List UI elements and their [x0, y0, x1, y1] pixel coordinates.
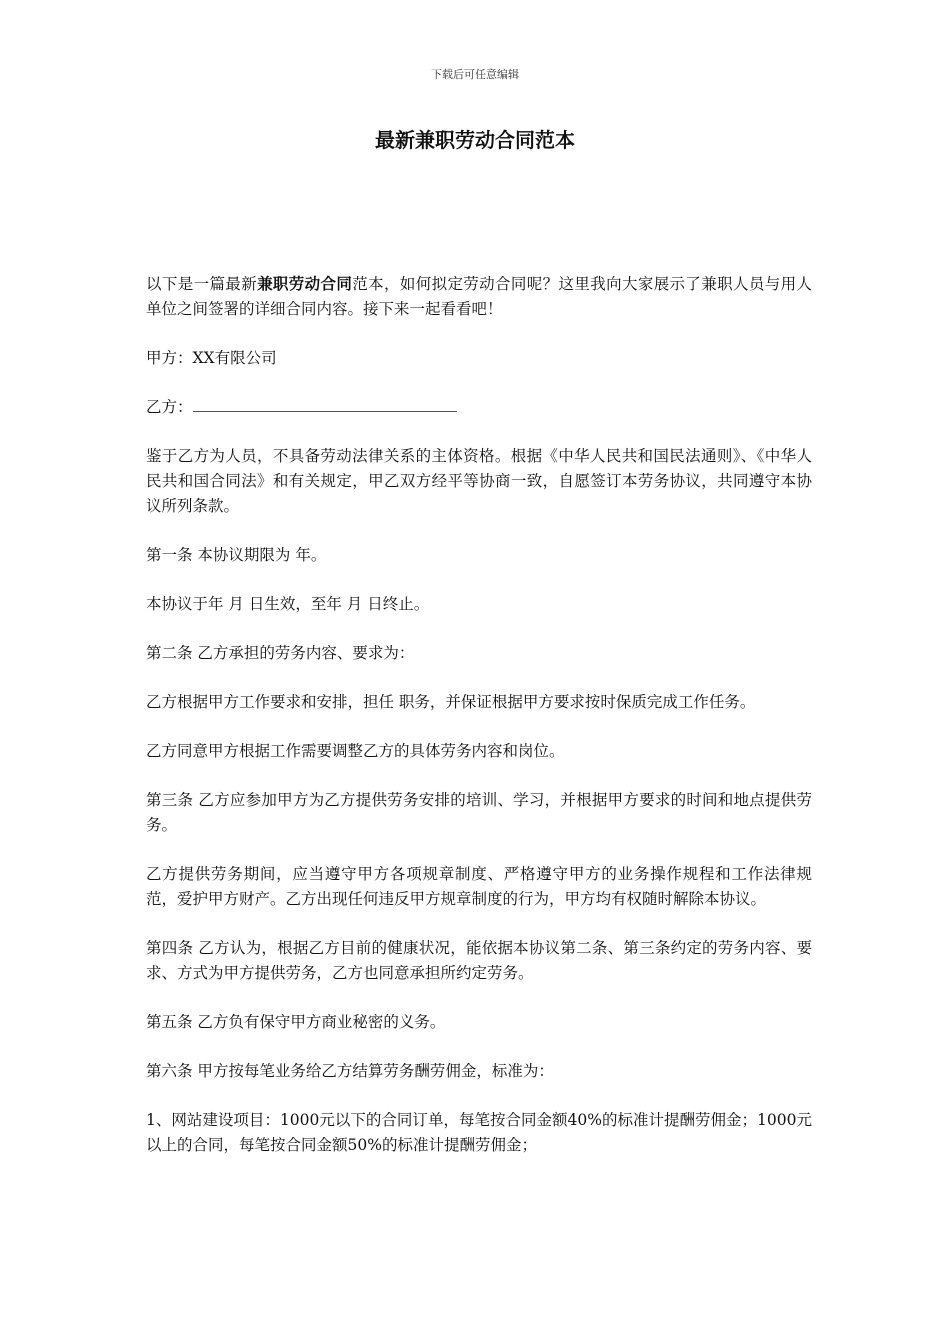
intro-emphasis: 兼职劳动合同 [257, 275, 353, 293]
intro-paragraph [146, 272, 812, 322]
party-a-line: 甲方：XX有限公司 [146, 349, 277, 367]
clause-paragraph: 第一条 本协议期限为 年。 [146, 546, 327, 564]
party-b-label: 乙方： [146, 398, 193, 416]
clause-paragraph: 第二条 乙方承担的劳务内容、要求为： [146, 644, 415, 662]
clause-paragraph: 乙方提供劳务期间，应当遵守甲方各项规章制度、严格遵守甲方的业务操作规程和工作法律规范，爱护甲方财产。乙方出现任何违反甲方规章制度的行为，甲方均有权随时解除本协议。 [146, 865, 812, 908]
clause-paragraph: 鉴于乙方为人员，不具备劳动法律关系的主体资格。根据《中华人民共和国民法通则》、《中华人民共和国合同法》和有关规定，甲乙双方经平等协商一致，自愿签订本劳务协议，共同遵守本协议所列条款。 [146, 447, 812, 515]
clause-paragraph: 第三条 乙方应参加甲方为乙方提供劳务安排的培训、学习，并根据甲方要求的时间和地点提供劳务。 [146, 791, 812, 834]
document-title: 最新兼职劳动合同范本 [375, 128, 575, 152]
clause-paragraph: 第六条 甲方按每笔业务给乙方结算劳务酬劳佣金，标准为： [146, 1062, 554, 1080]
header-note: 下载后可任意编辑 [431, 68, 519, 81]
clause-paragraph: 乙方根据甲方工作要求和安排，担任 职务，并保证根据甲方要求按时保质完成工作任务。 [146, 693, 756, 711]
party-b-blank [193, 396, 457, 412]
clause-paragraph: 本协议于年 月 日生效，至年 月 日终止。 [146, 595, 430, 613]
clause-paragraph: 乙方同意甲方根据工作需要调整乙方的具体劳务内容和岗位。 [146, 742, 565, 760]
document-body [146, 272, 812, 1182]
intro-text-after: 范本，如何拟定劳动合同呢？这里我向大家展示了兼职人员与用人单位之间签署的详细合同内容。接下来一起看看吧！ [146, 275, 812, 318]
clause-paragraph: 第五条 乙方负有保守甲方商业秘密的义务。 [146, 1013, 446, 1031]
intro-text-before: 以下是一篇最新 [146, 275, 258, 293]
clause-paragraph: 1、网站建设项目：1000元以下的合同订单，每笔按合同金额40%的标准计提酬劳佣金；1000元以上的合同，每笔按合同金额50%的标准计提酬劳佣金； [146, 1111, 812, 1154]
party-b-line [146, 395, 812, 420]
clause-paragraph: 第四条 乙方认为，根据乙方目前的健康状况，能依据本协议第二条、第三条约定的劳务内容、要求、方式为甲方提供劳务，乙方也同意承担所约定劳务。 [146, 939, 812, 982]
